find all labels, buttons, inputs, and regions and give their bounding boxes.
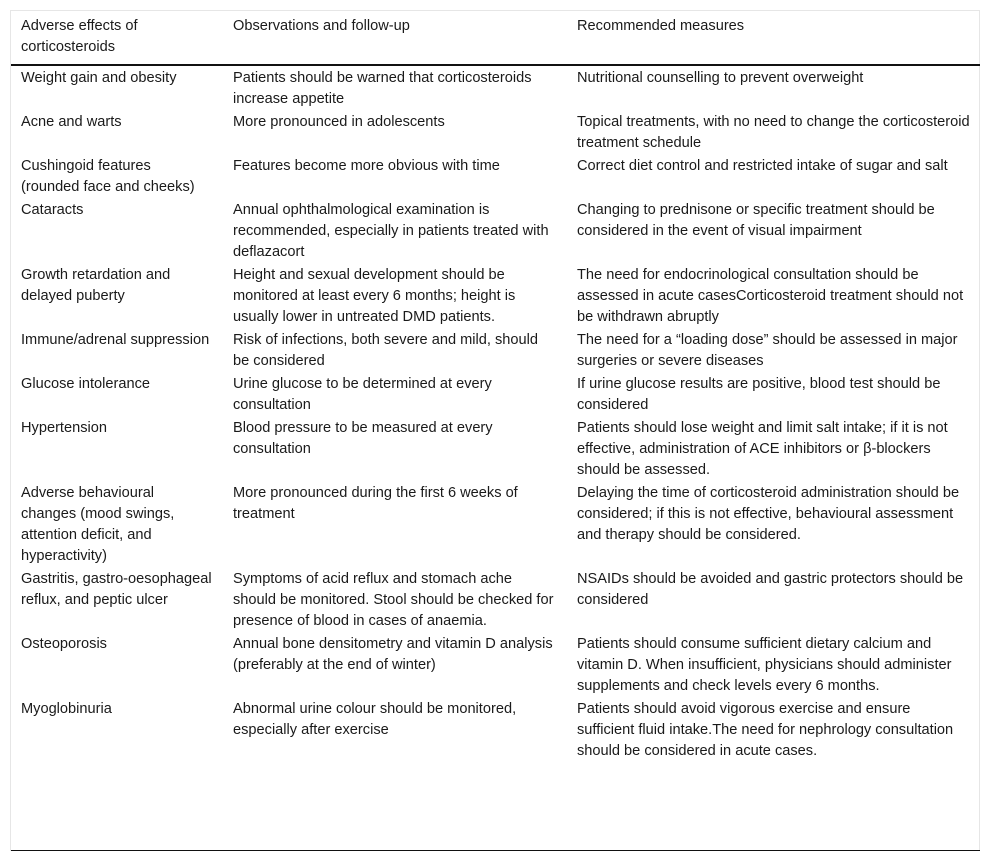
- adverse-effect-cell: Weight gain and obesity: [21, 70, 177, 86]
- observation-cell: Abnormal urine colour should be monitored, especially after exercise: [233, 701, 517, 738]
- measure-cell: Delaying the time of corticosteroid administration should be considered; if this is not effective, behavioural assessment and therapy should be considered.: [577, 485, 960, 543]
- column-header-recommended-measures: Recommended measures: [577, 18, 745, 34]
- observation-cell: Urine glucose to be determined at every consultation: [233, 376, 492, 413]
- table-row: [11, 111, 980, 155]
- adverse-effect-cell: Immune/adrenal suppression: [21, 332, 210, 348]
- measure-cell: Patients should consume sufficient dietary calcium and vitamin D. When insufficient, physicians should administer supplements and check levels every 6 months.: [577, 636, 952, 694]
- table-row: [11, 698, 980, 768]
- adverse-effect-cell: Gastritis, gastro-oesophageal reflux, and peptic ulcer: [21, 571, 212, 608]
- table-row: [11, 65, 980, 111]
- observation-cell: Annual ophthalmological examination is recommended, especially in patients treated with deflazacort: [233, 202, 549, 260]
- observation-cell: Features become more obvious with time: [233, 158, 500, 174]
- measure-cell: Topical treatments, with no need to change the corticosteroid treatment schedule: [577, 114, 970, 151]
- table-row: [11, 199, 980, 264]
- adverse-effect-cell: Osteoporosis: [21, 636, 107, 652]
- adverse-effect-cell: Hypertension: [21, 420, 107, 436]
- table-row: [11, 155, 980, 199]
- observation-cell: More pronounced in adolescents: [233, 114, 445, 130]
- adverse-effect-cell: Adverse behavioural changes (mood swings, attention deficit, and hyperactivity): [21, 485, 175, 564]
- adverse-effect-cell: Acne and warts: [21, 114, 122, 130]
- table-row: [11, 482, 980, 568]
- table-header-row: [11, 11, 980, 65]
- adverse-effect-cell: Cataracts: [21, 202, 84, 218]
- measure-cell: Correct diet control and restricted intake of sugar and salt: [577, 158, 948, 174]
- table-row: [11, 264, 980, 329]
- measure-cell: Changing to prednisone or specific treatment should be considered in the event of visual impairment: [577, 202, 935, 239]
- column-header-adverse-effects: Adverse effects of corticosteroids: [21, 18, 138, 55]
- column-header-observations: Observations and follow-up: [233, 18, 410, 34]
- observation-cell: Height and sexual development should be monitored at least every 6 months; height is usually lower in untreated DMD patients.: [233, 267, 516, 325]
- corticosteroid-adverse-effects-table: [11, 11, 980, 768]
- observation-cell: Patients should be warned that corticosteroids increase appetite: [233, 70, 532, 107]
- adverse-effect-cell: Cushingoid features (rounded face and cheeks): [21, 158, 195, 195]
- observation-cell: Symptoms of acid reflux and stomach ache should be monitored. Stool should be checked for presence of blood in cases of anaemia.: [233, 571, 554, 629]
- table-row: [11, 633, 980, 698]
- table-row: [11, 417, 980, 482]
- measure-cell: The need for a “loading dose” should be assessed in major surgeries or severe diseases: [577, 332, 958, 369]
- adverse-effect-cell: Glucose intolerance: [21, 376, 150, 392]
- table-row: [11, 568, 980, 633]
- measure-cell: The need for endocrinological consultation should be assessed in acute casesCorticosteroid treatment should not be withdrawn abruptly: [577, 267, 964, 325]
- measure-cell: Patients should lose weight and limit salt intake; if it is not effective, administration of ACE inhibitors or β-blockers should be assessed.: [577, 420, 948, 478]
- table-row: [11, 373, 980, 417]
- measure-cell: If urine glucose results are positive, blood test should be considered: [577, 376, 941, 413]
- adverse-effect-cell: Myoglobinuria: [21, 701, 112, 717]
- observation-cell: More pronounced during the first 6 weeks of treatment: [233, 485, 518, 522]
- observation-cell: Risk of infections, both severe and mild, should be considered: [233, 332, 539, 369]
- table-bottom-rule: [11, 850, 980, 851]
- measure-cell: Patients should avoid vigorous exercise and ensure sufficient fluid intake.The need for nephrology consultation should be considered in acute cases.: [577, 701, 954, 759]
- adverse-effect-cell: Growth retardation and delayed puberty: [21, 267, 171, 304]
- table-row: [11, 329, 980, 373]
- observation-cell: Blood pressure to be measured at every consultation: [233, 420, 493, 457]
- measure-cell: NSAIDs should be avoided and gastric protectors should be considered: [577, 571, 964, 608]
- measure-cell: Nutritional counselling to prevent overweight: [577, 70, 864, 86]
- observation-cell: Annual bone densitometry and vitamin D analysis (preferably at the end of winter): [233, 636, 553, 673]
